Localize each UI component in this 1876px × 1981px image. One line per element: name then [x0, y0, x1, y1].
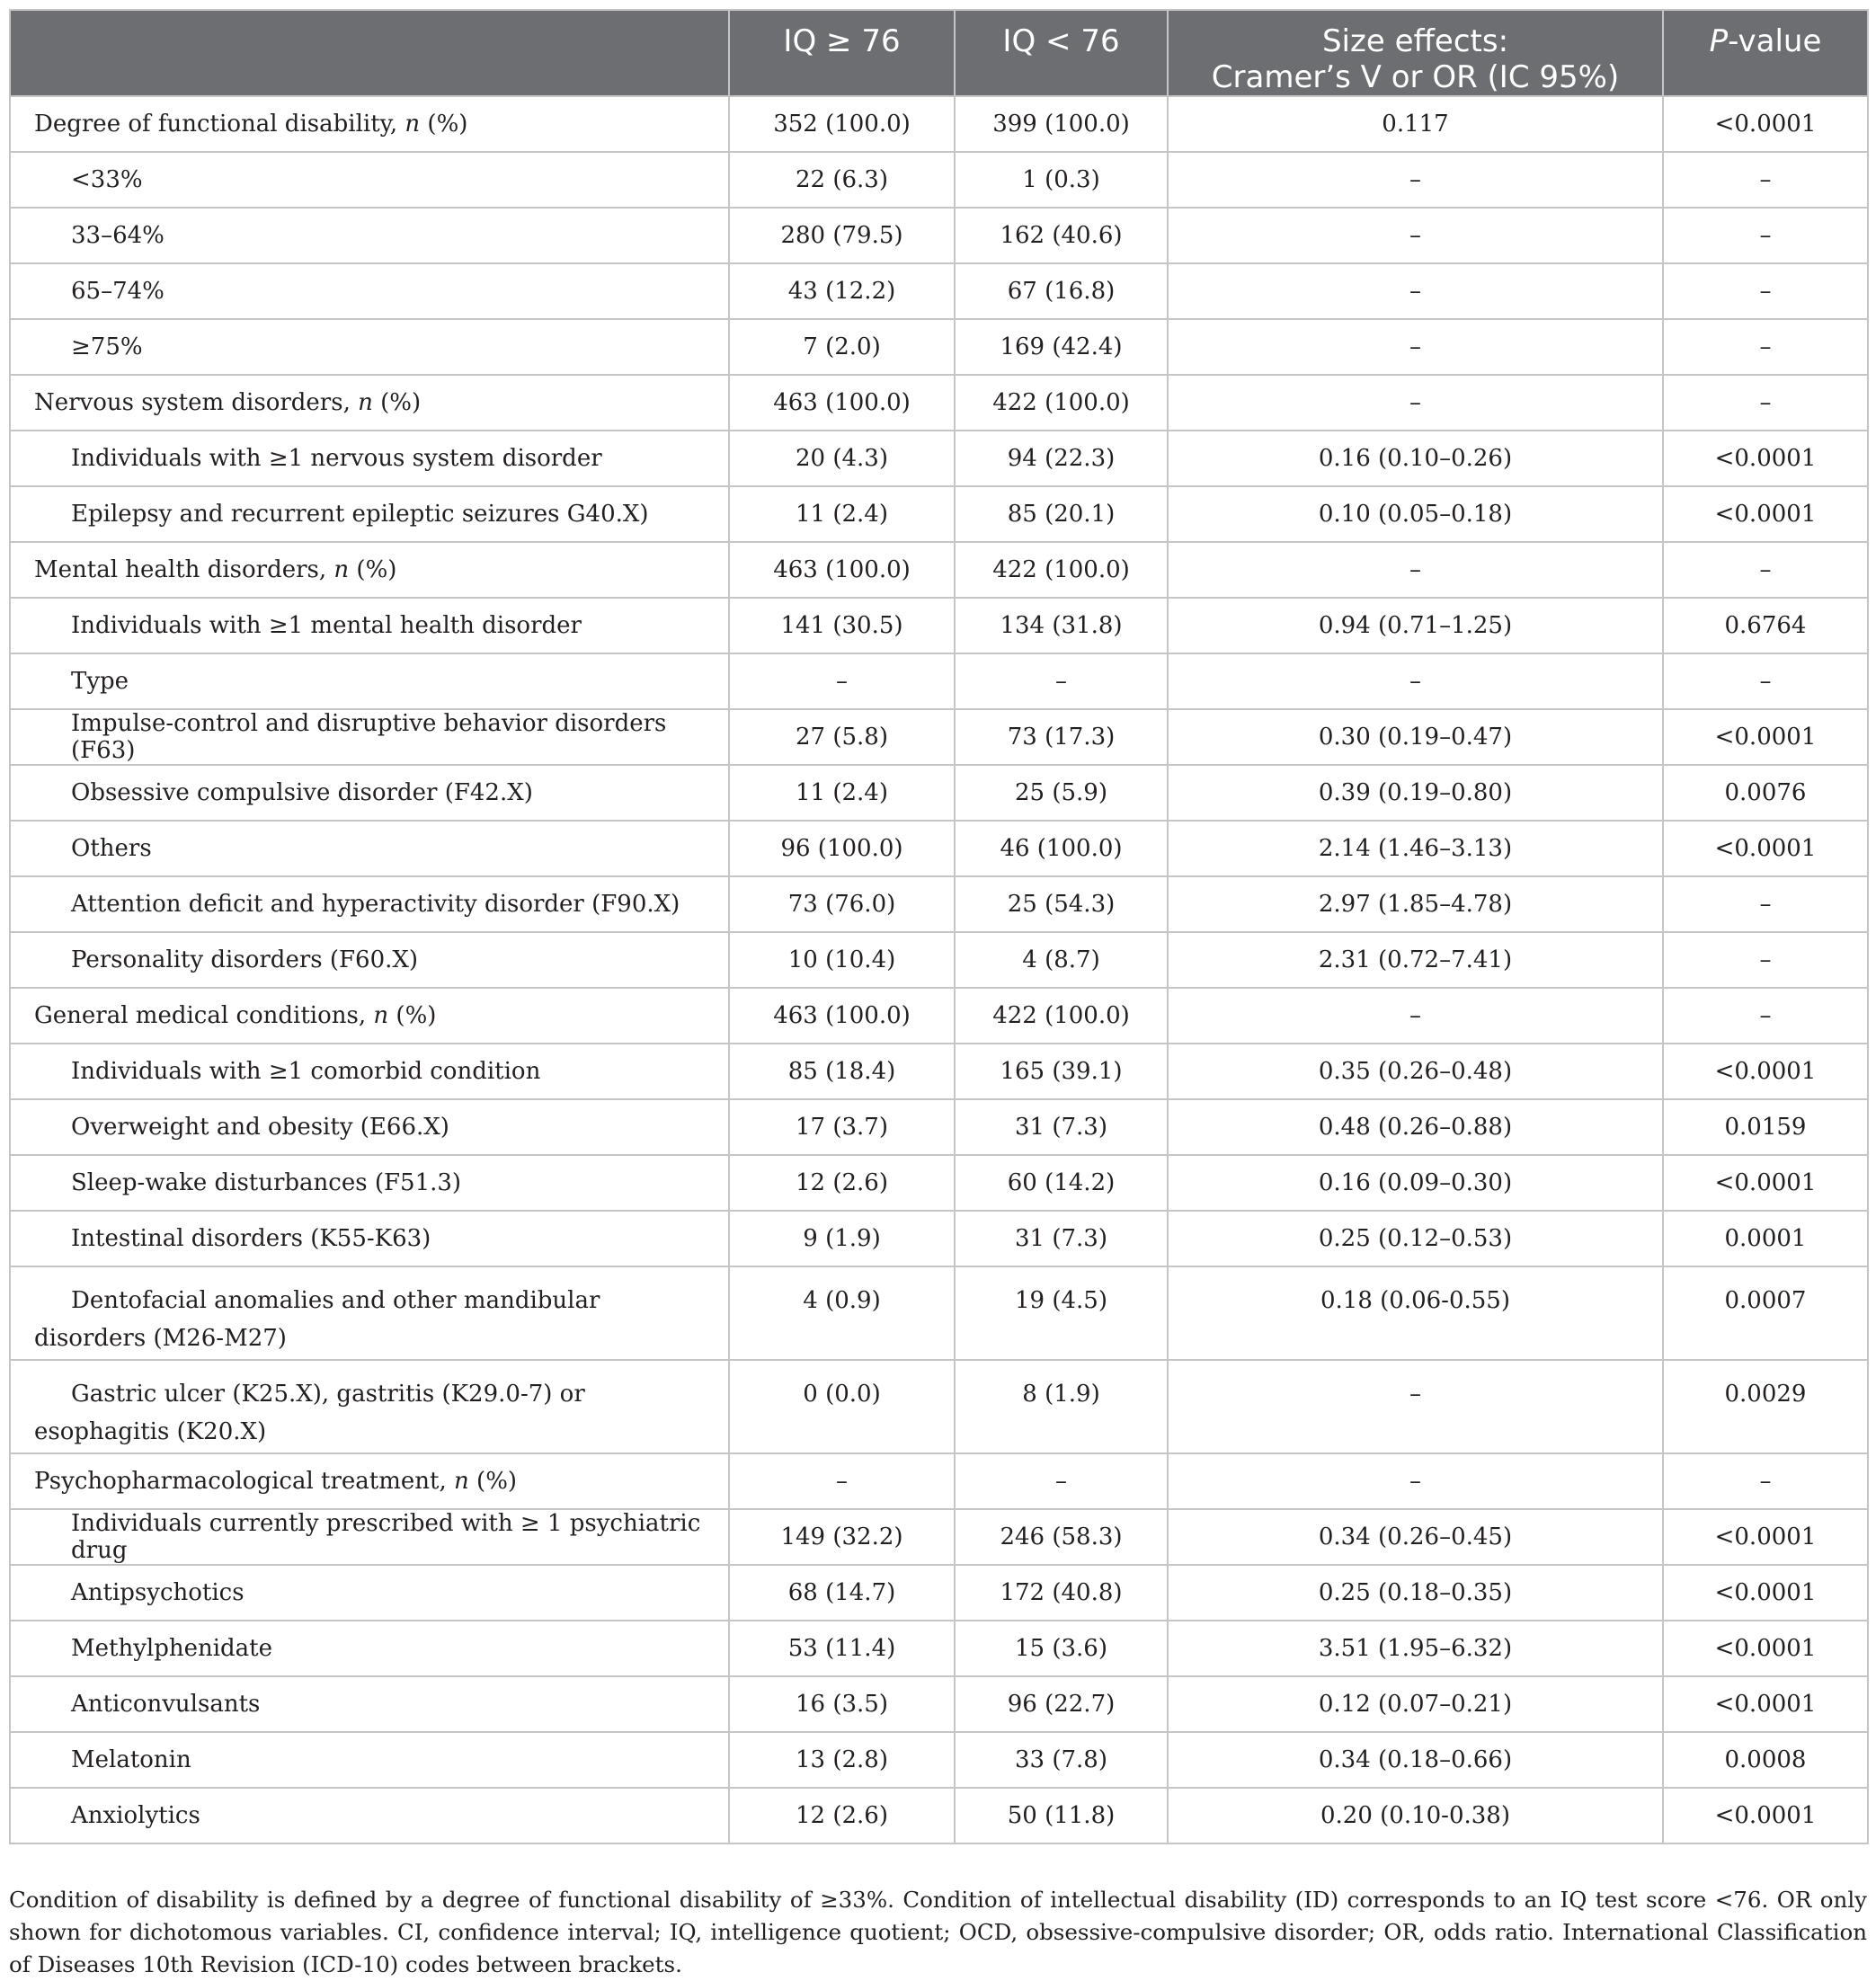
row-label-text: <33% — [71, 166, 143, 193]
cell-size-effect: – — [1168, 988, 1663, 1044]
row-label-italic: n — [333, 556, 350, 583]
table-row — [10, 542, 1868, 598]
row-sublabel — [10, 1732, 729, 1788]
row-label-text: Epilepsy and recurrent epileptic seizures G40.X) — [71, 501, 649, 528]
row-label-text: 33–64% — [71, 222, 164, 249]
cell-p-value: <0.0001 — [1663, 709, 1868, 765]
cell-iq-lt-76: 246 (58.3) — [955, 1509, 1168, 1565]
cell-size-effect: – — [1168, 1360, 1663, 1453]
table-row — [10, 821, 1868, 876]
cell-size-effect: 0.34 (0.18–0.66) — [1168, 1732, 1663, 1788]
table-row — [10, 1621, 1868, 1676]
cell-iq-lt-76: 94 (22.3) — [955, 431, 1168, 486]
cell-p-value: <0.0001 — [1663, 1565, 1868, 1621]
row-sublabel — [10, 709, 729, 765]
row-label-text: Attention deficit and hyperactivity disorder (F90.X) — [71, 891, 680, 918]
row-sublabel — [10, 1044, 729, 1099]
cell-size-effect: 0.30 (0.19–0.47) — [1168, 709, 1663, 765]
cell-p-value: 0.0159 — [1663, 1099, 1868, 1155]
cell-iq-lt-76: 399 (100.0) — [955, 96, 1168, 152]
cell-iq-ge-76: 9 (1.9) — [729, 1211, 955, 1266]
cell-iq-lt-76: 134 (31.8) — [955, 598, 1168, 653]
cell-size-effect: 3.51 (1.95–6.32) — [1168, 1621, 1663, 1676]
cell-iq-lt-76: 25 (5.9) — [955, 765, 1168, 821]
cell-iq-lt-76: 60 (14.2) — [955, 1155, 1168, 1211]
row-label-text: Melatonin — [71, 1746, 191, 1773]
cell-iq-lt-76: 31 (7.3) — [955, 1211, 1168, 1266]
row-section-label — [10, 542, 729, 598]
cell-iq-ge-76: 73 (76.0) — [729, 876, 955, 932]
cell-iq-lt-76: 8 (1.9) — [955, 1360, 1168, 1453]
row-sublabel — [10, 1360, 729, 1453]
cell-iq-ge-76: 68 (14.7) — [729, 1565, 955, 1621]
row-sublabel — [10, 319, 729, 375]
table-row — [10, 1155, 1868, 1211]
cell-iq-ge-76: 463 (100.0) — [729, 988, 955, 1044]
cell-p-value: 0.0076 — [1663, 765, 1868, 821]
row-sublabel — [10, 598, 729, 653]
cell-size-effect: 2.14 (1.46–3.13) — [1168, 821, 1663, 876]
cell-p-value: – — [1663, 932, 1868, 988]
cell-p-value: 0.0008 — [1663, 1732, 1868, 1788]
row-label-text: 65–74% — [71, 278, 164, 305]
cell-p-value: 0.0007 — [1663, 1266, 1868, 1360]
cell-p-value: – — [1663, 208, 1868, 263]
row-label-text: Individuals with ≥1 comorbid condition — [71, 1058, 541, 1085]
header-iq-lt-76 — [955, 10, 1168, 96]
cell-iq-ge-76: 12 (2.6) — [729, 1788, 955, 1843]
cell-iq-lt-76: 85 (20.1) — [955, 486, 1168, 542]
table-row — [10, 96, 1868, 152]
cell-iq-ge-76: 149 (32.2) — [729, 1509, 955, 1565]
cell-p-value: <0.0001 — [1663, 1788, 1868, 1843]
row-sublabel — [10, 152, 729, 208]
row-label-text: Overweight and obesity (E66.X) — [71, 1114, 449, 1141]
row-sublabel — [10, 1676, 729, 1732]
cell-size-effect: 2.97 (1.85–4.78) — [1168, 876, 1663, 932]
cell-size-effect: 0.117 — [1168, 96, 1663, 152]
row-label-text: Nervous system disorders, — [34, 389, 359, 416]
row-label-suffix: (%) — [388, 1002, 437, 1029]
cell-iq-lt-76: – — [955, 1453, 1168, 1509]
row-label-text: Anticonvulsants — [71, 1691, 261, 1718]
cell-p-value: – — [1663, 319, 1868, 375]
row-sublabel — [10, 263, 729, 319]
cell-iq-ge-76: 141 (30.5) — [729, 598, 955, 653]
cell-p-value: <0.0001 — [1663, 1044, 1868, 1099]
cell-iq-ge-76: 53 (11.4) — [729, 1621, 955, 1676]
header-p-italic: P — [1709, 23, 1729, 59]
cell-iq-lt-76: 165 (39.1) — [955, 1044, 1168, 1099]
table-row — [10, 598, 1868, 653]
table-footnote: Condition of disability is defined by a degree of functional disability of ≥33%. Condition of intellectual disability (ID) corresponds to an IQ test score <76. OR only shown for dichotomous variables. CI, confidence interval; IQ, intelligence quotient; OCD, obsessive-compulsive disorder; OR, odds ratio. International Classification of Diseases 10th Revision (ICD-10) codes between brackets. — [9, 1887, 1867, 1977]
cell-p-value: 0.0029 — [1663, 1360, 1868, 1453]
row-label-text: Degree of functional disability, — [34, 111, 405, 138]
table-body — [10, 96, 1868, 1843]
row-sublabel — [10, 208, 729, 263]
cell-p-value: <0.0001 — [1663, 821, 1868, 876]
cell-iq-lt-76: 25 (54.3) — [955, 876, 1168, 932]
cell-size-effect: 0.25 (0.18–0.35) — [1168, 1565, 1663, 1621]
row-label-text: Obsessive compulsive disorder (F42.X) — [71, 779, 533, 806]
table-row — [10, 375, 1868, 431]
cell-iq-ge-76: 352 (100.0) — [729, 96, 955, 152]
header-size-effects-line2: Cramer’s V or OR (IC 95%) — [1211, 59, 1620, 95]
row-label-text: Methylphenidate — [71, 1635, 273, 1662]
cell-iq-lt-76: 31 (7.3) — [955, 1099, 1168, 1155]
row-sublabel — [10, 431, 729, 486]
table-row — [10, 1266, 1868, 1360]
cell-iq-ge-76: 7 (2.0) — [729, 319, 955, 375]
cell-p-value: <0.0001 — [1663, 96, 1868, 152]
row-label-text: Sleep-wake disturbances (F51.3) — [71, 1169, 462, 1196]
table-row — [10, 765, 1868, 821]
table-row — [10, 1509, 1868, 1565]
table-row — [10, 1788, 1868, 1843]
cell-p-value: – — [1663, 653, 1868, 709]
cell-iq-lt-76: 67 (16.8) — [955, 263, 1168, 319]
table-row — [10, 152, 1868, 208]
header-variable — [10, 10, 729, 96]
cell-iq-ge-76: 22 (6.3) — [729, 152, 955, 208]
cell-size-effect: – — [1168, 542, 1663, 598]
cell-size-effect: 0.39 (0.19–0.80) — [1168, 765, 1663, 821]
row-label-text: Impulse-control and disruptive behavior disorders (F63) — [71, 710, 667, 764]
row-sublabel — [10, 1099, 729, 1155]
cell-p-value: <0.0001 — [1663, 1155, 1868, 1211]
cell-iq-ge-76: 27 (5.8) — [729, 709, 955, 765]
row-label-suffix: (%) — [468, 1468, 518, 1495]
cell-p-value: <0.0001 — [1663, 1509, 1868, 1565]
row-label-italic: n — [405, 111, 421, 138]
row-sublabel — [10, 821, 729, 876]
cell-size-effect: – — [1168, 1453, 1663, 1509]
cell-iq-lt-76: 1 (0.3) — [955, 152, 1168, 208]
cell-iq-lt-76: 169 (42.4) — [955, 319, 1168, 375]
cell-iq-ge-76: 0 (0.0) — [729, 1360, 955, 1453]
cell-size-effect: – — [1168, 152, 1663, 208]
row-sublabel — [10, 1266, 729, 1360]
row-section-label — [10, 1453, 729, 1509]
table-row — [10, 319, 1868, 375]
row-label-text: General medical conditions, — [34, 1002, 374, 1029]
row-label-text: Psychopharmacological treatment, — [34, 1468, 455, 1495]
cell-iq-lt-76: 4 (8.7) — [955, 932, 1168, 988]
row-label-italic: n — [358, 389, 373, 416]
cell-iq-lt-76: 162 (40.6) — [955, 208, 1168, 263]
row-section-label — [10, 375, 729, 431]
cell-size-effect: 2.31 (0.72–7.41) — [1168, 932, 1663, 988]
table-row — [10, 1453, 1868, 1509]
row-sublabel — [10, 1621, 729, 1676]
table-row — [10, 988, 1868, 1044]
row-label-text: Dentofacial anomalies and other mandibular disorders (M26-M27) — [34, 1287, 600, 1352]
row-label-text: Intestinal disorders (K55-K63) — [71, 1225, 431, 1252]
table-row — [10, 263, 1868, 319]
cell-iq-lt-76: 172 (40.8) — [955, 1565, 1168, 1621]
cell-size-effect: 0.18 (0.06-0.55) — [1168, 1266, 1663, 1360]
row-sublabel — [10, 876, 729, 932]
table-row — [10, 1360, 1868, 1453]
row-label-suffix: (%) — [349, 556, 397, 583]
cell-iq-lt-76: 96 (22.7) — [955, 1676, 1168, 1732]
cell-p-value: – — [1663, 542, 1868, 598]
cell-size-effect: 0.16 (0.10–0.26) — [1168, 431, 1663, 486]
cell-p-value: <0.0001 — [1663, 431, 1868, 486]
cell-iq-lt-76: 46 (100.0) — [955, 821, 1168, 876]
row-label-suffix: (%) — [372, 389, 422, 416]
cell-iq-lt-76: 33 (7.8) — [955, 1732, 1168, 1788]
cell-iq-lt-76: – — [955, 653, 1168, 709]
cell-p-value: 0.6764 — [1663, 598, 1868, 653]
table-row — [10, 431, 1868, 486]
table-row — [10, 1044, 1868, 1099]
row-label-text: ≥75% — [71, 333, 143, 360]
row-label-italic: n — [454, 1468, 469, 1495]
row-sublabel — [10, 1211, 729, 1266]
row-label-text: Anxiolytics — [71, 1802, 200, 1829]
row-label-text: Individuals with ≥1 nervous system disorder — [71, 445, 602, 472]
cell-iq-ge-76: 17 (3.7) — [729, 1099, 955, 1155]
cell-p-value: – — [1663, 1453, 1868, 1509]
data-table-container — [9, 9, 1867, 1844]
cell-iq-lt-76: 15 (3.6) — [955, 1621, 1168, 1676]
header-iq-lt-76-label: IQ < 76 — [1002, 23, 1120, 59]
cell-p-value: – — [1663, 263, 1868, 319]
cell-size-effect: – — [1168, 263, 1663, 319]
cell-iq-lt-76: 19 (4.5) — [955, 1266, 1168, 1360]
cell-iq-lt-76: 422 (100.0) — [955, 375, 1168, 431]
row-sublabel — [10, 1565, 729, 1621]
table-header — [10, 10, 1868, 96]
cell-p-value: <0.0001 — [1663, 1676, 1868, 1732]
cell-iq-ge-76: 43 (12.2) — [729, 263, 955, 319]
table-row — [10, 1732, 1868, 1788]
cell-p-value: – — [1663, 988, 1868, 1044]
cell-size-effect: 0.25 (0.12–0.53) — [1168, 1211, 1663, 1266]
cell-p-value: – — [1663, 876, 1868, 932]
cell-iq-lt-76: 422 (100.0) — [955, 988, 1168, 1044]
cell-iq-ge-76: 12 (2.6) — [729, 1155, 955, 1211]
row-label-text: Mental health disorders, — [34, 556, 334, 583]
cell-iq-ge-76: – — [729, 653, 955, 709]
row-sublabel — [10, 486, 729, 542]
cell-size-effect: 0.94 (0.71–1.25) — [1168, 598, 1663, 653]
cell-iq-ge-76: 11 (2.4) — [729, 765, 955, 821]
cell-iq-ge-76: 463 (100.0) — [729, 375, 955, 431]
header-p-rest: -value — [1728, 23, 1822, 59]
row-sublabel — [10, 1788, 729, 1843]
cell-p-value: – — [1663, 375, 1868, 431]
cell-p-value: – — [1663, 152, 1868, 208]
table-row — [10, 1676, 1868, 1732]
cell-iq-ge-76: 96 (100.0) — [729, 821, 955, 876]
row-label-text: Gastric ulcer (K25.X), gastritis (K29.0-7) or esophagitis (K20.X) — [34, 1381, 585, 1445]
header-p-value — [1663, 10, 1868, 96]
cell-iq-lt-76: 50 (11.8) — [955, 1788, 1168, 1843]
header-p-value-label — [1673, 23, 1858, 59]
cell-size-effect: 0.12 (0.07–0.21) — [1168, 1676, 1663, 1732]
table-row — [10, 1211, 1868, 1266]
cell-size-effect: 0.35 (0.26–0.48) — [1168, 1044, 1663, 1099]
header-row — [10, 10, 1868, 96]
table-row — [10, 876, 1868, 932]
row-label-text: Individuals with ≥1 mental health disorder — [71, 612, 582, 639]
row-label-suffix: (%) — [420, 111, 468, 138]
row-label-text: Others — [71, 835, 152, 862]
cell-iq-lt-76: 422 (100.0) — [955, 542, 1168, 598]
cell-size-effect: 0.48 (0.26–0.88) — [1168, 1099, 1663, 1155]
header-size-effects — [1168, 10, 1663, 96]
table-row — [10, 653, 1868, 709]
cell-p-value: <0.0001 — [1663, 486, 1868, 542]
row-section-label — [10, 96, 729, 152]
row-label-text: Type — [71, 668, 129, 695]
cell-size-effect: – — [1168, 653, 1663, 709]
cell-iq-ge-76: 13 (2.8) — [729, 1732, 955, 1788]
table-row — [10, 486, 1868, 542]
table-row — [10, 208, 1868, 263]
row-sublabel — [10, 932, 729, 988]
cell-size-effect: 0.10 (0.05–0.18) — [1168, 486, 1663, 542]
header-size-effects-line1: Size effects: — [1321, 23, 1509, 59]
row-sublabel — [10, 1155, 729, 1211]
cell-iq-ge-76: 16 (3.5) — [729, 1676, 955, 1732]
header-iq-ge-76-label: IQ ≥ 76 — [783, 23, 901, 59]
comorbidity-table — [9, 9, 1869, 1844]
row-label-italic: n — [373, 1002, 389, 1029]
cell-iq-ge-76: 10 (10.4) — [729, 932, 955, 988]
table-row — [10, 709, 1868, 765]
cell-size-effect: 0.20 (0.10-0.38) — [1168, 1788, 1663, 1843]
cell-iq-ge-76: 85 (18.4) — [729, 1044, 955, 1099]
cell-iq-ge-76: 20 (4.3) — [729, 431, 955, 486]
cell-iq-ge-76: 280 (79.5) — [729, 208, 955, 263]
cell-p-value: 0.0001 — [1663, 1211, 1868, 1266]
cell-size-effect: – — [1168, 375, 1663, 431]
row-label-text: Personality disorders (F60.X) — [71, 946, 419, 973]
row-section-label — [10, 988, 729, 1044]
cell-iq-ge-76: 463 (100.0) — [729, 542, 955, 598]
row-sublabel — [10, 1509, 729, 1565]
row-sublabel — [10, 653, 729, 709]
cell-size-effect: 0.16 (0.09–0.30) — [1168, 1155, 1663, 1211]
cell-size-effect: 0.34 (0.26–0.45) — [1168, 1509, 1663, 1565]
table-row — [10, 1099, 1868, 1155]
cell-p-value: <0.0001 — [1663, 1621, 1868, 1676]
table-row — [10, 932, 1868, 988]
row-sublabel — [10, 765, 729, 821]
cell-size-effect: – — [1168, 319, 1663, 375]
cell-iq-lt-76: 73 (17.3) — [955, 709, 1168, 765]
table-row — [10, 1565, 1868, 1621]
cell-iq-ge-76: 4 (0.9) — [729, 1266, 955, 1360]
header-iq-ge-76 — [729, 10, 955, 96]
row-label-text: Individuals currently prescribed with ≥ 1 psychiatric drug — [71, 1510, 701, 1564]
cell-iq-ge-76: 11 (2.4) — [729, 486, 955, 542]
cell-size-effect: – — [1168, 208, 1663, 263]
row-label-text: Antipsychotics — [71, 1579, 245, 1606]
cell-iq-ge-76: – — [729, 1453, 955, 1509]
